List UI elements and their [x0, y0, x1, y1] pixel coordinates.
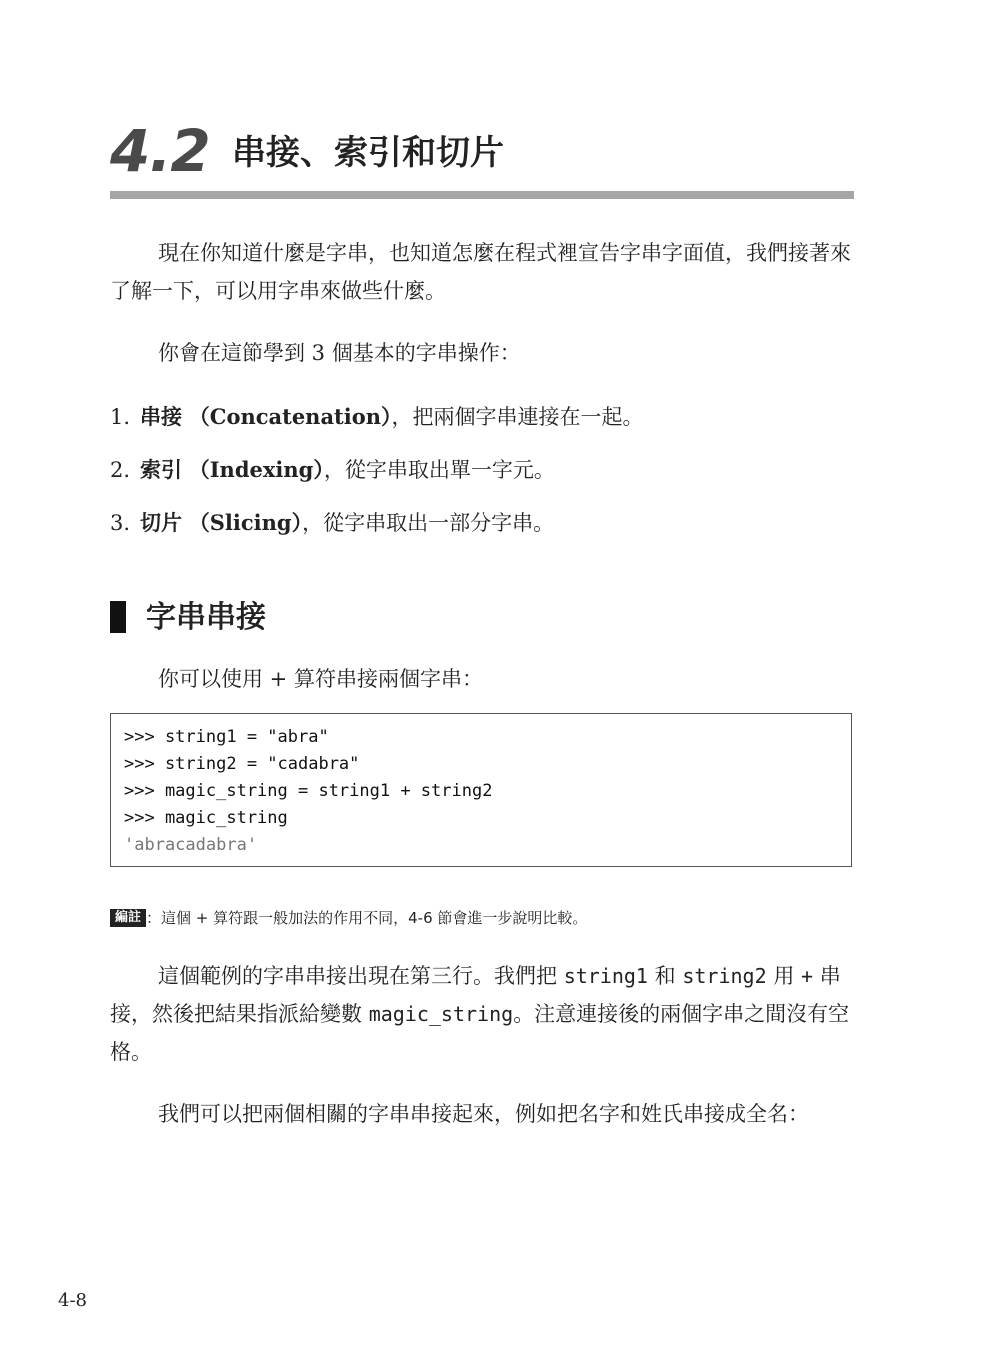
code-line: >>> magic_string = string1 + string2 — [124, 781, 493, 801]
heading-bar — [110, 601, 126, 633]
subsection-lead: 你可以使用 + 算符串接兩個字串： — [158, 667, 483, 691]
list-item-concatenation: 1. 串接 （Concatenation），把兩個字串連接在一起。 — [110, 404, 644, 429]
next-paragraph: 我們可以把兩個相關的字串串接起來，例如把名字和姓氏串接成全名： — [158, 1102, 809, 1126]
section-number: 4.2 — [110, 117, 210, 185]
code-line: >>> magic_string — [124, 808, 288, 828]
note-badge: 編註 — [110, 909, 146, 927]
code-block — [110, 713, 852, 867]
list-item-indexing: 2. 索引 （Indexing），從字串取出單一字元。 — [110, 457, 555, 482]
intro-paragraph-2: 你會在這節學到 3 個基本的字串操作： — [158, 341, 521, 365]
subsection-title: 字串串接 — [146, 600, 266, 635]
section-heading — [110, 118, 854, 190]
code-output: 'abracadabra' — [124, 835, 258, 855]
explanation-paragraph: 這個範例的字串串接出現在第三行。我們把 string1 和 string2 用 + 串接，然後把結果指派給變數 magic_string。注意連接後的兩個字串之間沒有空格。 — [110, 964, 850, 1064]
editor-note — [110, 907, 854, 929]
list-item-slicing: 3. 切片 （Slicing），從字串取出一部分字串。 — [110, 510, 555, 535]
section-title: 串接、索引和切片 — [232, 133, 504, 173]
page-number: 4-8 — [58, 1290, 87, 1311]
section-rule — [110, 191, 854, 199]
note-text: ：這個 + 算符跟一般加法的作用不同，4-6 節會進一步說明比較。 — [146, 909, 588, 927]
code-line: >>> string1 = "abra" — [124, 727, 329, 747]
intro-paragraph: 現在你知道什麼是字串，也知道怎麼在程式裡宣告字串字面值，我們接著來了解一下，可以用字串來做些什麼。 — [110, 241, 851, 303]
code-line: >>> string2 = "cadabra" — [124, 754, 360, 774]
